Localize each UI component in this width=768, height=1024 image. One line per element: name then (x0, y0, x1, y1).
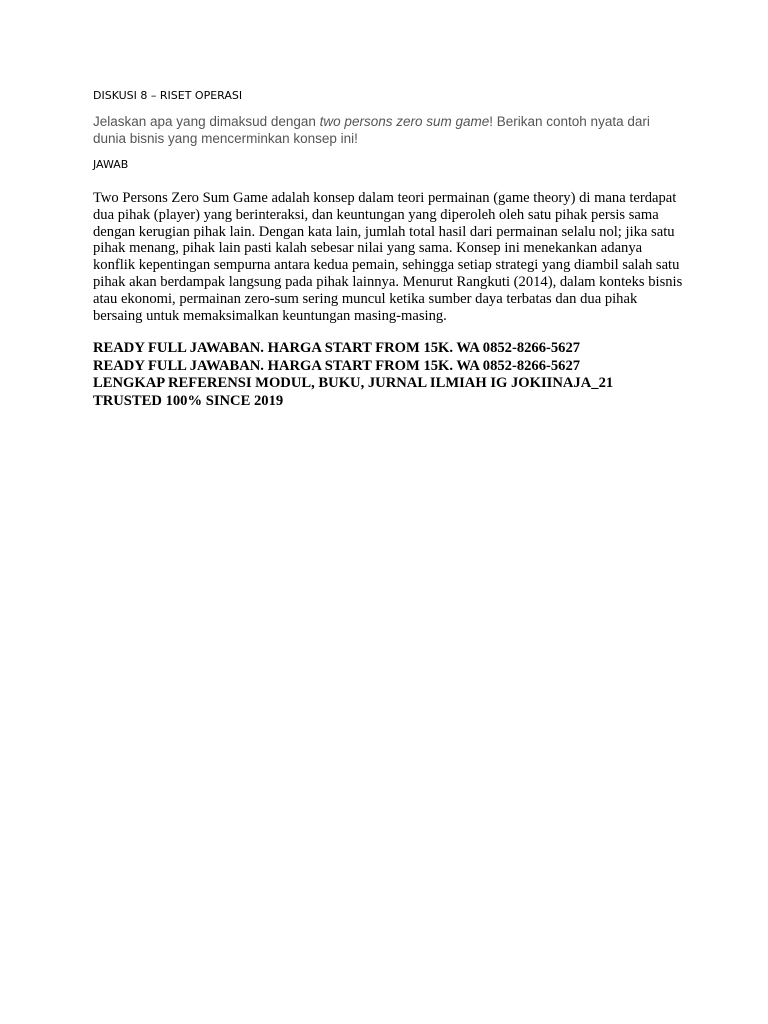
question-text-end: ! Berikan contoh nyata dari dunia bisnis yang mencerminkan konsep ini! (93, 114, 650, 146)
document-content (93, 88, 683, 410)
question-text-start: Jelaskan apa yang dimaksud dengan (93, 114, 320, 129)
promo-block (93, 340, 683, 410)
answer-paragraph: Two Persons Zero Sum Game adalah konsep dalam teori permainan (game theory) di mana terdapat dua pihak (player) yang berinteraksi, dan keuntungan yang diperoleh oleh satu pihak persis sama dengan kerugian pihak lain. Dengan kata lain, jumlah total hasil dari permainan selalu nol; jika satu pihak menang, pihak lain pasti kalah sebesar nilai yang sama. Konsep ini menekankan adanya konflik kepentingan sempurna antara kedua pemain, sehingga setiap strategi yang diambil salah satu pihak akan berdampak langsung pada pihak lainnya. Menurut Rangkuti (2014), dalam konteks bisnis atau ekonomi, permainan zero-sum sering muncul ketika sumber daya terbatas dan dua pihak bersaing untuk memaksimalkan keuntungan masing-masing. (93, 190, 683, 324)
promo-line: READY FULL JAWABAN. HARGA START FROM 15K. WA 0852-8266-5627 (93, 357, 581, 374)
promo-line: READY FULL JAWABAN. HARGA START FROM 15K. WA 0852-8266-5627 (93, 340, 581, 357)
promo-line: TRUSTED 100% SINCE 2019 (93, 392, 284, 409)
question-text (93, 113, 683, 147)
promo-line: LENGKAP REFERENSI MODUL, BUKU, JURNAL ILMIAH IG JOKIINAJA_21 (93, 375, 614, 392)
document-heading: DISKUSI 8 – RISET OPERASI (93, 89, 243, 102)
answer-label: JAWAB (93, 158, 129, 171)
question-italic-term: two persons zero sum game (319, 114, 490, 129)
